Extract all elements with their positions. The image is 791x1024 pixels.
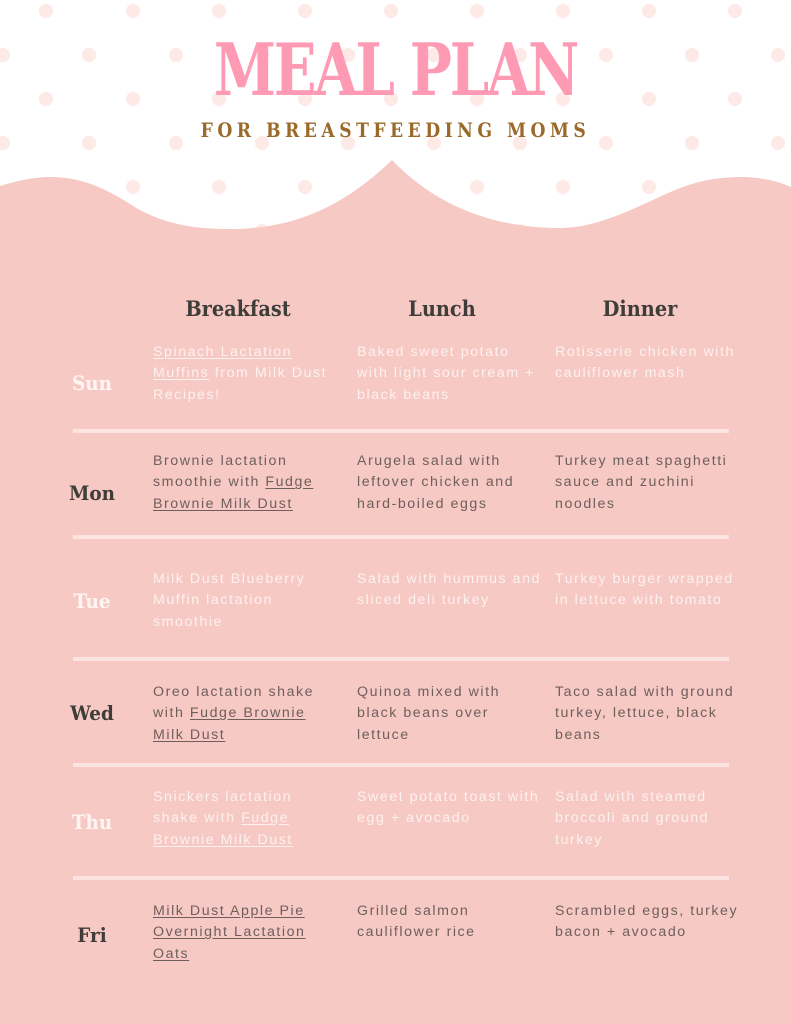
meal-cell-sun-dinner: Rotisserie chicken with cauliflower mash	[555, 344, 735, 382]
column-header-lunch: Lunch	[408, 296, 476, 321]
meal-cell-wed-lunch: Quinoa mixed with black beans over lettuce	[357, 684, 501, 743]
day-label-thu: Thu	[71, 810, 113, 834]
meal-text: Snickers lactation shake with	[153, 789, 293, 827]
recipe-link-spinach-lactation-muffins-cont[interactable]: Muffins	[153, 365, 210, 382]
meal-cell-wed-dinner: Taco salad with ground turkey, lettuce, black beans	[555, 684, 735, 743]
recipe-link-fudge-brownie-milk-dust[interactable]: Fudge Brownie Milk Dust	[153, 474, 314, 512]
meal-cell-mon-lunch: Arugela salad with leftover chicken and hard-boiled eggs	[357, 453, 515, 512]
page-subtitle: FOR BREASTFEEDING MOMS	[200, 118, 591, 142]
column-header-breakfast: Breakfast	[185, 296, 291, 321]
meal-cell-sun-breakfast	[153, 342, 338, 406]
recipe-link-apple-pie-overnight-oats[interactable]: Milk Dust Apple Pie Overnight Lactation Oats	[153, 903, 306, 962]
meal-cell-sun-lunch: Baked sweet potato with light sour cream + black beans	[357, 344, 535, 403]
day-label-fri: Fri	[77, 923, 107, 947]
meal-cell-mon-dinner: Turkey meat spaghetti sauce and zuchini noodles	[555, 453, 728, 512]
recipe-link-fudge-brownie-milk-dust[interactable]: Fudge Brownie Milk Dust	[153, 705, 306, 743]
meal-text: Brownie lactation smoothie with	[153, 453, 288, 491]
day-label-mon: Mon	[68, 481, 116, 505]
meal-cell-fri-breakfast	[153, 901, 338, 965]
meal-cell-mon-breakfast	[153, 451, 338, 515]
row-divider	[73, 535, 729, 539]
row-divider	[73, 876, 729, 880]
recipe-link-spinach-lactation-muffins[interactable]: Spinach Lactation	[153, 344, 293, 360]
day-label-tue: Tue	[73, 589, 111, 613]
row-divider	[73, 657, 729, 661]
meal-text: from Milk Dust Recipes!	[153, 365, 328, 403]
meal-cell-thu-breakfast	[153, 787, 338, 851]
recipe-link-fudge-brownie-milk-dust[interactable]: Fudge Brownie Milk Dust	[153, 810, 293, 848]
meal-cell-thu-lunch: Sweet potato toast with egg + avocado	[357, 789, 540, 827]
meal-cell-tue-breakfast: Milk Dust Blueberry Muffin lactation smoothie	[153, 571, 306, 630]
meal-cell-tue-dinner: Turkey burger wrapped in lettuce with tomato	[555, 571, 734, 609]
day-label-sun: Sun	[71, 371, 113, 395]
day-label-wed: Wed	[70, 701, 114, 725]
meal-cell-fri-dinner: Scrambled eggs, turkey bacon + avocado	[555, 903, 739, 941]
row-divider	[73, 429, 729, 433]
row-divider	[73, 763, 729, 767]
page-title: MEAL PLAN	[213, 27, 578, 112]
column-header-dinner: Dinner	[602, 296, 678, 321]
meal-cell-tue-lunch: Salad with hummus and sliced deli turkey	[357, 571, 541, 609]
meal-cell-thu-dinner: Salad with steamed broccoli and ground turkey	[555, 789, 710, 848]
meal-text: Oreo lactation shake with	[153, 684, 315, 722]
meal-cell-fri-lunch: Grilled salmon cauliflower rice	[357, 903, 476, 941]
meal-cell-wed-breakfast	[153, 682, 338, 746]
